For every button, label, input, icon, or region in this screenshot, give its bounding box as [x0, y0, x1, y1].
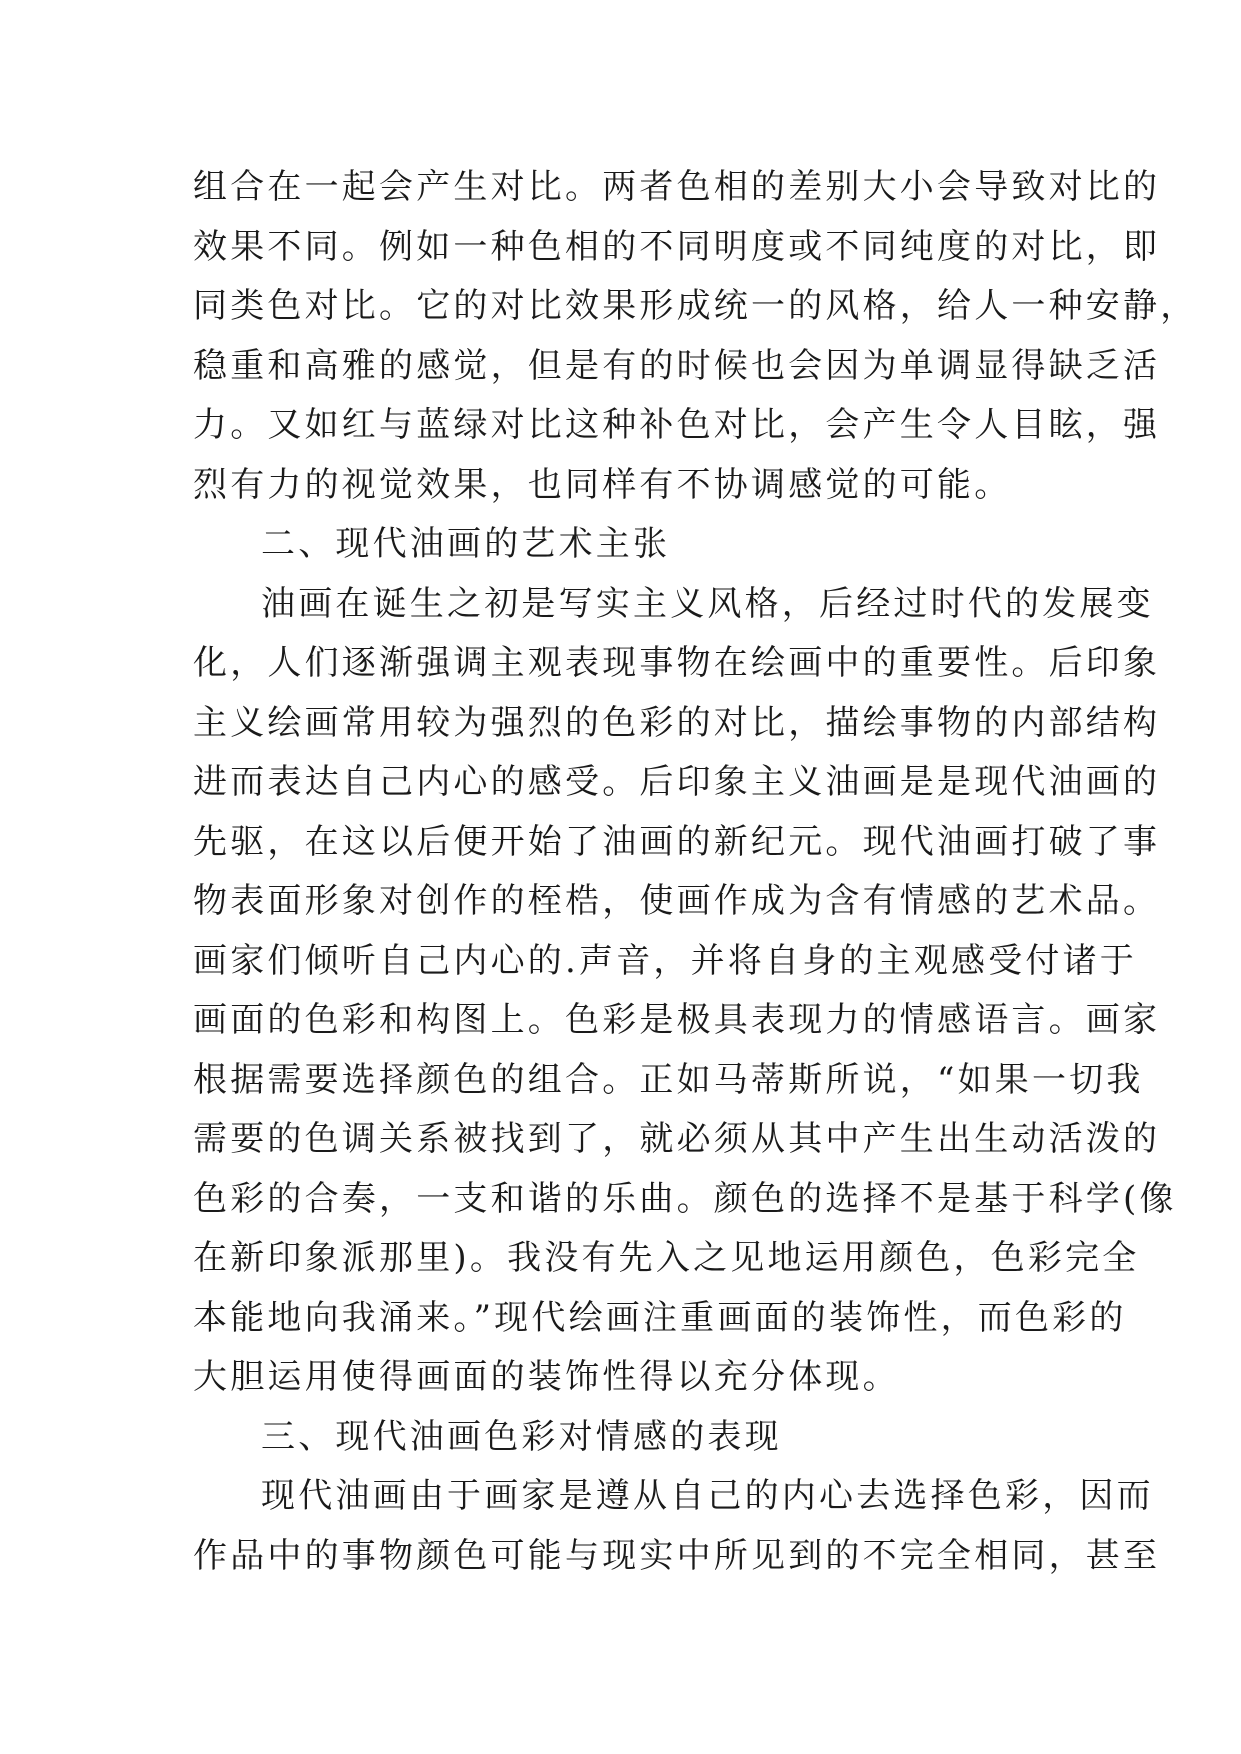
text-line: 组合在一起会产生对比。两者色相的差别大小会导致对比的 [193, 167, 1161, 207]
text-line: 物表面形象对创作的桎梏，使画作成为含有情感的艺术品。 [193, 881, 1161, 921]
text-line: 根据需要选择颜色的组合。正如马蒂斯所说，“如果一切我 [193, 1059, 1144, 1100]
text-line: 烈有力的视觉效果，也同样有不协调感觉的可能。 [193, 464, 1012, 505]
text-line: 画家们倾听自己内心的.声音，并将自身的主观感受付诸于 [193, 940, 1138, 981]
text-line: 主义绘画常用较为强烈的色彩的对比，描绘事物的内部结构 [193, 702, 1161, 743]
body-text [193, 158, 1198, 1586]
section-heading: 二、现代油画的艺术主张 [261, 524, 671, 564]
text-line: 进而表达自己内心的感受。后印象主义油画是是现代油画的 [193, 762, 1161, 802]
text-line: 效果不同。例如一种色相的不同明度或不同纯度的对比，即 [193, 226, 1161, 267]
text-line: 需要的色调关系被找到了，就必须从其中产生出生动活泼的 [193, 1119, 1161, 1159]
text-line: 本能地向我涌来。”现代绘画注重画面的装饰性，而色彩的 [193, 1297, 1127, 1338]
text-line: 大胆运用使得画面的装饰性得以充分体现。 [193, 1357, 900, 1397]
text-line: 作品中的事物颜色可能与现实中所见到的不完全相同，甚至 [193, 1535, 1161, 1576]
text-line: 化，人们逐渐强调主观表现事物在绘画中的重要性。后印象 [193, 643, 1161, 683]
paragraph-start-line: 现代油画由于画家是遵从自己的内心去选择色彩，因而 [261, 1476, 1154, 1516]
text-line: 在新印象派那里)。我没有先入之见地运用颜色，色彩完全 [193, 1238, 1140, 1278]
text-line: 色彩的合奏，一支和谐的乐曲。颜色的选择不是基于科学(像 [193, 1178, 1177, 1219]
section-heading: 三、现代油画色彩对情感的表现 [261, 1416, 782, 1457]
text-line: 稳重和高雅的感觉，但是有的时候也会因为单调显得缺乏活 [193, 345, 1161, 386]
text-line: 先驱，在这以后便开始了油画的新纪元。现代油画打破了事 [193, 821, 1161, 862]
text-line: 同类色对比。它的对比效果形成统一的风格，给人一种安静， [193, 286, 1198, 326]
paragraph-start-line: 油画在诞生之初是写实主义风格，后经过时代的发展变 [261, 583, 1154, 624]
text-line: 画面的色彩和构图上。色彩是极具表现力的情感语言。画家 [193, 1000, 1161, 1040]
text-line: 力。又如红与蓝绿对比这种补色对比，会产生令人目眩，强 [193, 405, 1161, 445]
